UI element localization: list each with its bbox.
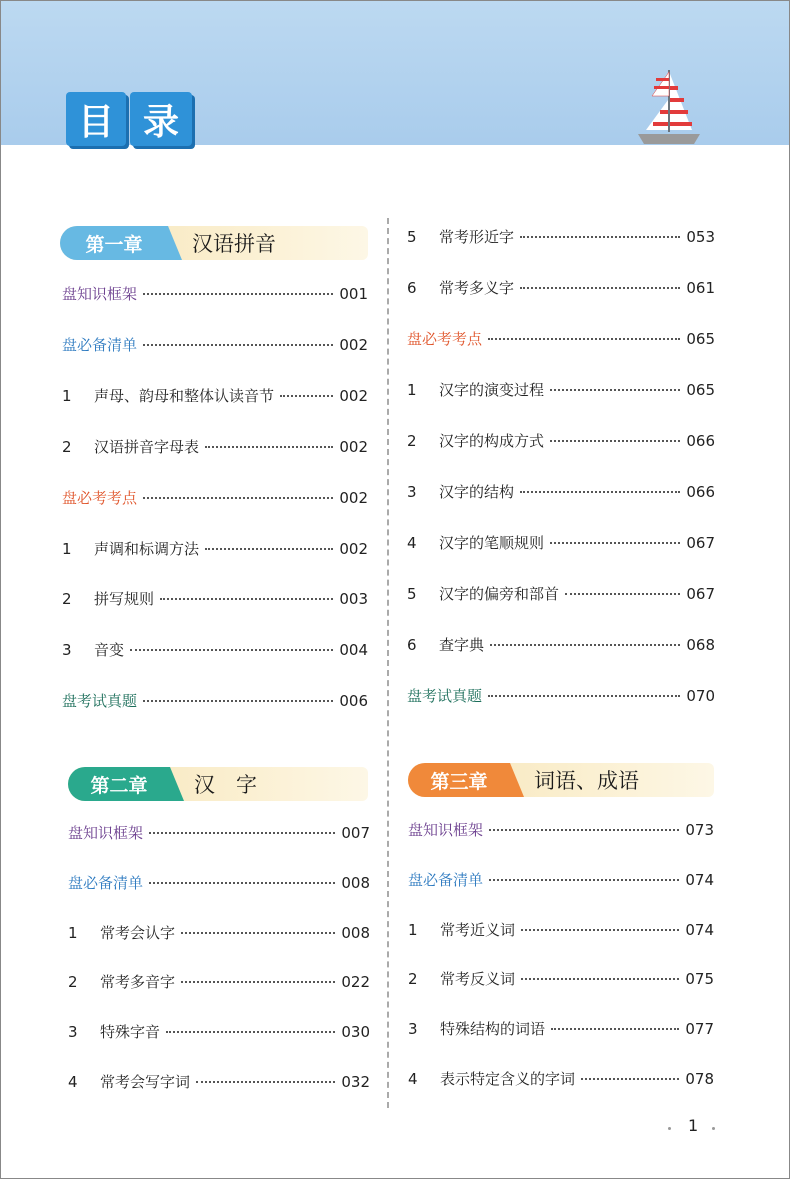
entry-page-number: 070 xyxy=(686,687,715,705)
toc-entry[interactable] xyxy=(407,481,715,502)
entry-label: 盘必备清单 xyxy=(68,873,144,892)
entry-label: 盘必考考点 xyxy=(407,330,483,348)
dot-leader xyxy=(551,1028,679,1030)
entry-label: 常考近义词 xyxy=(440,920,516,939)
toc-entry[interactable] xyxy=(62,436,368,457)
dot-leader xyxy=(520,287,680,289)
entry-page-number: 003 xyxy=(339,590,368,609)
entry-label: 常考形近字 xyxy=(439,228,515,246)
entry-label: 汉字的笔顺规则 xyxy=(439,534,545,552)
chapter-badge: 第二章 xyxy=(68,767,170,801)
entry-label: 汉语拼音字母表 xyxy=(94,437,200,456)
toc-entry[interactable] xyxy=(408,919,714,940)
toc-entry[interactable] xyxy=(407,532,715,553)
toc-entry[interactable] xyxy=(62,588,368,609)
toc-section-entry[interactable] xyxy=(68,822,370,843)
entry-label: 特殊字音 xyxy=(100,1023,161,1042)
entry-page-number: 008 xyxy=(341,923,370,942)
entry-label: 声调和标调方法 xyxy=(94,539,200,558)
entry-page-number: 004 xyxy=(339,641,368,660)
entry-label: 汉字的偏旁和部首 xyxy=(439,585,560,603)
entry-page-number: 008 xyxy=(341,873,370,892)
entry-number: 3 xyxy=(68,1023,78,1042)
dot-leader xyxy=(143,344,333,346)
entry-number: 2 xyxy=(62,437,72,456)
chapter-header-chapter3[interactable] xyxy=(408,763,714,797)
page-number: 1 xyxy=(688,1116,699,1135)
entry-number: 1 xyxy=(68,923,78,942)
dot-leader xyxy=(489,879,679,881)
toc-section-entry[interactable] xyxy=(68,872,370,893)
entry-label: 汉字的构成方式 xyxy=(439,432,545,450)
dot-leader xyxy=(520,491,680,493)
dot-leader xyxy=(550,440,680,442)
dot-leader xyxy=(521,978,679,980)
chapter-header-chapter2[interactable] xyxy=(68,767,368,801)
entry-page-number: 073 xyxy=(685,821,714,839)
entry-label: 盘考试真题 xyxy=(407,687,483,705)
chapter-header-chapter1[interactable] xyxy=(60,226,368,260)
entry-label: 常考反义词 xyxy=(440,970,516,989)
entry-page-number: 067 xyxy=(686,585,715,603)
entry-label: 常考会认字 xyxy=(100,923,176,942)
entry-page-number: 066 xyxy=(686,432,715,450)
entry-page-number: 065 xyxy=(686,381,715,399)
dot-leader xyxy=(521,929,679,931)
page-title-char-1: 目 xyxy=(66,92,126,146)
toc-entry[interactable] xyxy=(62,639,368,660)
chapter-title: 词语、成语 xyxy=(534,769,639,793)
entry-number: 5 xyxy=(407,228,417,246)
page-title-char-2: 录 xyxy=(130,92,192,146)
toc-entry[interactable] xyxy=(408,1068,714,1089)
entry-label: 盘知识框架 xyxy=(408,821,484,839)
entry-label: 盘知识框架 xyxy=(68,824,144,842)
chapter-title: 汉 字 xyxy=(194,773,257,797)
dot-leader xyxy=(143,497,333,499)
entry-page-number: 075 xyxy=(685,970,714,989)
toc-entry[interactable] xyxy=(68,1071,370,1092)
entry-number: 1 xyxy=(62,386,72,405)
entry-page-number: 022 xyxy=(341,973,370,992)
toc-entry[interactable] xyxy=(62,385,368,406)
dot-leader xyxy=(488,338,680,340)
entry-number: 5 xyxy=(407,585,417,603)
entry-number: 1 xyxy=(408,920,418,939)
entry-number: 3 xyxy=(62,641,72,660)
entry-page-number: 078 xyxy=(685,1070,714,1088)
dot-leader xyxy=(581,1078,679,1080)
page-number-dot-left xyxy=(668,1127,671,1130)
entry-number: 6 xyxy=(407,636,417,654)
entry-label: 盘必备清单 xyxy=(408,870,484,889)
entry-label: 特殊结构的词语 xyxy=(440,1020,546,1039)
entry-page-number: 074 xyxy=(685,870,714,889)
entry-page-number: 002 xyxy=(339,386,368,405)
chapter-badge: 第一章 xyxy=(60,226,168,260)
entry-number: 2 xyxy=(62,590,72,609)
dot-leader xyxy=(149,832,335,834)
entry-page-number: 002 xyxy=(339,335,368,354)
dot-leader xyxy=(166,1031,335,1033)
toc-section-entry[interactable] xyxy=(408,869,714,890)
toc-section-entry[interactable] xyxy=(408,819,714,840)
entry-label: 盘必考考点 xyxy=(62,488,138,507)
entry-page-number: 007 xyxy=(341,824,370,842)
chapter-badge: 第三章 xyxy=(408,763,510,797)
toc-section-entry[interactable] xyxy=(62,334,368,355)
dot-leader xyxy=(280,395,333,397)
entry-label: 盘必备清单 xyxy=(62,335,138,354)
entry-number: 2 xyxy=(407,432,417,450)
dot-leader xyxy=(565,593,680,595)
entry-page-number: 061 xyxy=(686,279,715,297)
dot-leader xyxy=(149,882,335,884)
toc-entry[interactable] xyxy=(407,379,715,400)
entry-label: 声母、韵母和整体认读音节 xyxy=(94,386,275,405)
toc-section-entry[interactable] xyxy=(62,690,368,711)
entry-label: 常考会写字词 xyxy=(100,1073,191,1091)
entry-page-number: 002 xyxy=(339,437,368,456)
entry-page-number: 001 xyxy=(339,285,368,303)
dot-leader xyxy=(181,932,335,934)
dot-leader xyxy=(550,389,680,391)
dot-leader xyxy=(143,293,333,295)
toc-entry[interactable] xyxy=(407,226,715,247)
entry-page-number: 074 xyxy=(685,920,714,939)
entry-page-number: 077 xyxy=(685,1020,714,1039)
toc-section-entry[interactable] xyxy=(62,487,368,508)
toc-section-entry[interactable] xyxy=(407,328,715,349)
entry-number: 6 xyxy=(407,279,417,297)
entry-number: 3 xyxy=(408,1020,418,1039)
dot-leader xyxy=(489,829,679,831)
entry-label: 拼写规则 xyxy=(94,590,155,609)
entry-number: 4 xyxy=(407,534,417,552)
entry-label: 盘知识框架 xyxy=(62,285,138,303)
toc-entry[interactable] xyxy=(407,430,715,451)
toc-entry[interactable] xyxy=(408,1018,714,1039)
entry-number: 1 xyxy=(62,539,72,558)
entry-page-number: 002 xyxy=(339,539,368,558)
dot-leader xyxy=(550,542,680,544)
sailboat-icon xyxy=(636,66,702,150)
dot-leader xyxy=(160,598,333,600)
toc-entry[interactable] xyxy=(407,583,715,604)
entry-label: 常考多音字 xyxy=(100,973,176,992)
entry-page-number: 068 xyxy=(686,636,715,654)
toc-section-entry[interactable] xyxy=(62,283,368,304)
entry-page-number: 030 xyxy=(341,1023,370,1042)
dot-leader xyxy=(181,981,335,983)
entry-number: 1 xyxy=(407,381,417,399)
column-divider xyxy=(387,218,389,1108)
page-number-dot-right xyxy=(712,1127,715,1130)
toc-entry[interactable] xyxy=(407,277,715,298)
dot-leader xyxy=(196,1081,335,1083)
dot-leader xyxy=(205,548,333,550)
entry-label: 常考多义字 xyxy=(439,279,515,297)
dot-leader xyxy=(488,695,680,697)
entry-number: 4 xyxy=(408,1070,418,1088)
dot-leader xyxy=(143,700,333,702)
entry-label: 查字典 xyxy=(439,636,485,654)
entry-number: 3 xyxy=(407,483,417,501)
dot-leader xyxy=(130,649,333,651)
dot-leader xyxy=(205,446,333,448)
entry-page-number: 067 xyxy=(686,534,715,552)
dot-leader xyxy=(520,236,680,238)
entry-number: 4 xyxy=(68,1073,78,1091)
entry-label: 盘考试真题 xyxy=(62,692,138,711)
entry-page-number: 032 xyxy=(341,1073,370,1091)
toc-entry[interactable] xyxy=(68,922,370,943)
chapter-title: 汉语拼音 xyxy=(192,232,276,256)
toc-entry[interactable] xyxy=(68,1021,370,1042)
entry-label: 表示特定含义的字词 xyxy=(440,1070,576,1088)
entry-label: 汉字的演变过程 xyxy=(439,381,545,399)
toc-entry[interactable] xyxy=(62,538,368,559)
entry-page-number: 066 xyxy=(686,483,715,501)
entry-label: 汉字的结构 xyxy=(439,483,515,501)
entry-number: 2 xyxy=(68,973,78,992)
dot-leader xyxy=(490,644,680,646)
entry-number: 2 xyxy=(408,970,418,989)
toc-section-entry[interactable] xyxy=(407,685,715,706)
entry-page-number: 065 xyxy=(686,330,715,348)
toc-entry[interactable] xyxy=(407,634,715,655)
entry-label: 音变 xyxy=(94,641,125,660)
entry-page-number: 053 xyxy=(686,228,715,246)
entry-page-number: 006 xyxy=(339,692,368,711)
toc-entry[interactable] xyxy=(408,968,714,989)
toc-entry[interactable] xyxy=(68,971,370,992)
entry-page-number: 002 xyxy=(339,488,368,507)
